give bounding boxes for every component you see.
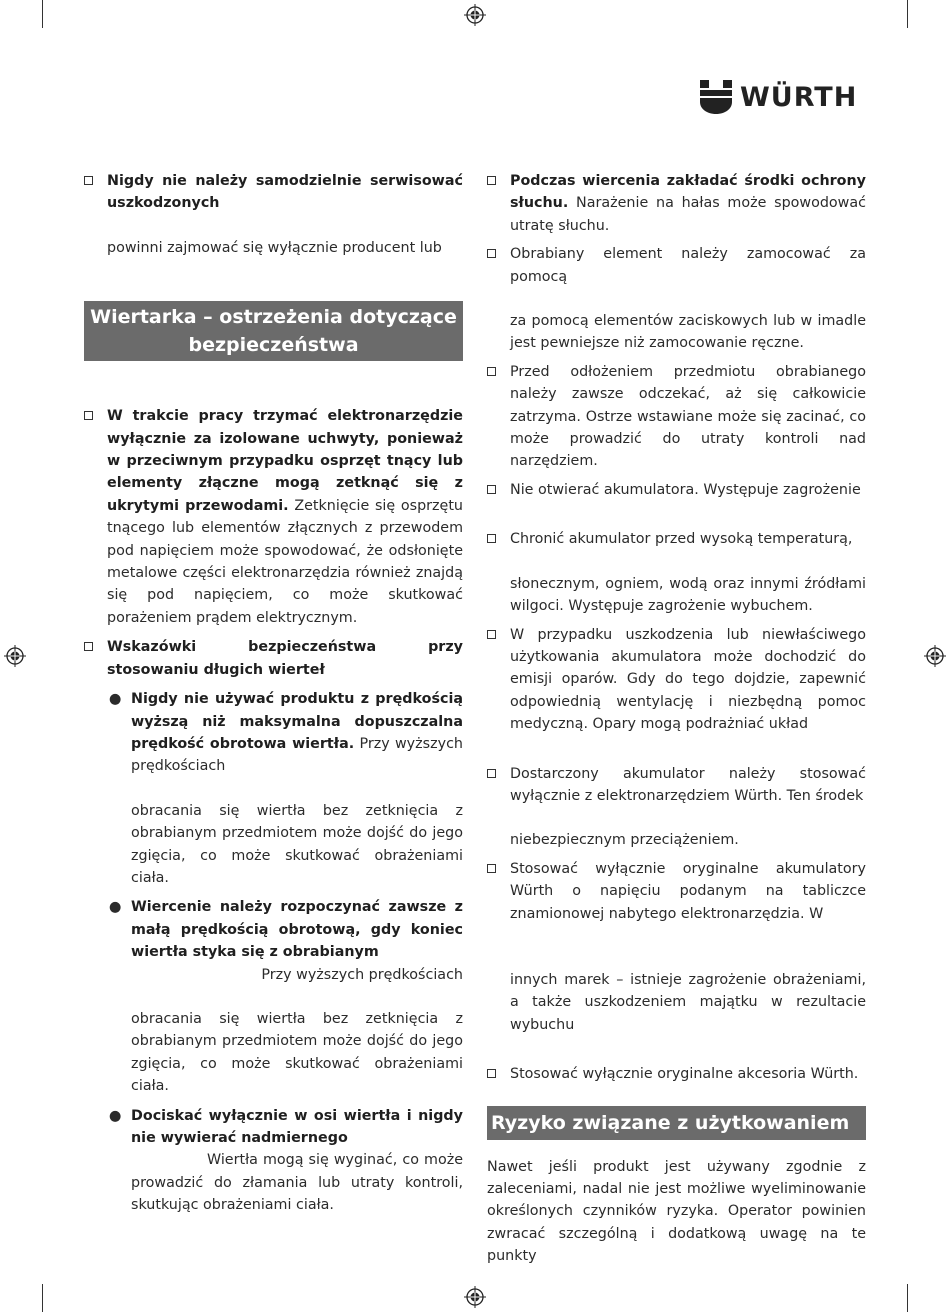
registration-mark-icon	[924, 645, 946, 667]
wurth-logo	[700, 80, 857, 114]
checkbox-square-icon	[487, 769, 496, 778]
checkbox-square-icon	[487, 630, 496, 639]
list-item	[487, 479, 866, 501]
checkbox-square-icon	[487, 864, 496, 873]
list-item	[487, 361, 866, 473]
item-text: Chronić akumulator przed wysoką temperaturą,	[510, 531, 853, 548]
bullet-continuation: obracania się wiertła bez zetknięcia z obrabianym przedmiotem może dojść do jego zgięcia, co może skutkować obrażeniami ciała.	[131, 802, 463, 886]
item-bold-text: Nigdy nie należy samodzielnie serwisować uszkodzonych	[107, 173, 463, 212]
checkbox-square-icon	[84, 176, 93, 185]
item-text: Obrabiany element należy zamocować za pomocą	[510, 246, 866, 285]
brand-name: WÜRTH	[740, 81, 858, 113]
crop-mark	[907, 0, 908, 28]
list-item	[487, 763, 866, 808]
checkbox-square-icon	[487, 1069, 496, 1078]
crop-mark	[42, 0, 43, 28]
item-bold-text: Podczas wiercenia zakładać środki ochrony słuchu.	[510, 173, 866, 212]
wurth-logo-icon	[700, 80, 732, 114]
item-text: Przed odłożeniem przedmiotu obrabianego należy zawsze odczekać, aż się całkowicie zatrzyma. Ostrze wstawiane może się zacinać, co może prowadzić do utraty kontroli nad narzędziem.	[510, 363, 866, 470]
item-text: Dostarczony akumulator należy stosować wyłącznie z elektronarzędziem Würth. Ten środek	[510, 765, 866, 804]
checkbox-square-icon	[84, 642, 93, 651]
item-continuation: innych marek – istnieje zagrożenie obrażeniami, a także uszkodzeniem majątku w rezultacie wybuchu	[510, 971, 866, 1033]
item-text: Narażenie na hałas może spowodować utratę słuchu.	[510, 195, 866, 234]
checkbox-square-icon	[487, 367, 496, 376]
bullet-item	[84, 688, 463, 778]
list-item	[84, 636, 463, 681]
checkbox-square-icon	[487, 485, 496, 494]
item-text: Nie otwierać akumulatora. Występuje zagrożenie	[510, 481, 861, 498]
bullet-dot-icon: ●	[109, 691, 122, 708]
section-heading: Ryzyko związane z użytkowaniem	[487, 1106, 866, 1140]
item-bold-text: Wskazówki bezpieczeństwa przy stosowaniu długich wierteł	[107, 639, 463, 678]
item-text: W przypadku uszkodzenia lub niewłaściwego użytkowania akumulatora może dochodzić do emisji oparów. Gdy do tego dojdzie, zapewnić odpowiednią wentylację i niezbędną pomoc medyczną. Opary mogą podrażniać układ	[510, 626, 866, 733]
list-item	[487, 243, 866, 288]
registration-mark-icon	[4, 645, 26, 667]
list-item	[84, 405, 463, 629]
bullet-text: Wiertła mogą się wyginać, co może prowadzić do złamania lub utraty kontroli, skutkując obrażeniami ciała.	[131, 1152, 463, 1214]
paragraph: Nawet jeśli produkt jest używany zgodnie z zaleceniami, nadal nie jest możliwe wyeliminowanie określonych czynników ryzyka. Operator powinien zwracać szczególną i dodatkową uwagę na te punkty	[487, 1158, 866, 1265]
list-item	[487, 858, 866, 925]
item-continuation: za pomocą elementów zaciskowych lub w imadle jest pewniejsze niż zamocowanie ręczne.	[510, 313, 866, 352]
item-text: Stosować wyłącznie oryginalne akcesoria Würth.	[510, 1066, 859, 1083]
item-continuation: powinni zajmować się wyłącznie producent lub	[107, 239, 442, 256]
crop-mark	[42, 1284, 43, 1312]
bullet-continuation: obracania się wiertła bez zetknięcia z obrabianym przedmiotem może dojść do jego zgięcia, co może skutkować obrażeniami ciała.	[131, 1010, 463, 1095]
bullet-text: Przy wyższych prędkościach	[261, 966, 463, 983]
bullet-bold-text: Wiercenie należy rozpoczynać zawsze z małą prędkością obrotową, gdy koniec wiertła styka się z obrabianym	[131, 899, 463, 961]
checkbox-square-icon	[84, 411, 93, 420]
right-column	[487, 170, 866, 1268]
bullet-bold-text: Dociskać wyłącznie w osi wiertła i nigdy nie wywierać nadmiernego	[131, 1107, 463, 1146]
crop-mark	[907, 1284, 908, 1312]
checkbox-square-icon	[487, 176, 496, 185]
item-continuation: słonecznym, ogniem, wodą oraz innymi źródłami wilgoci. Występuje zagrożenie wybuchem.	[510, 575, 866, 615]
section-heading: Wiertarka – ostrzeżenia dotyczące bezpieczeństwa	[84, 301, 463, 361]
item-bold-text: W trakcie pracy trzymać elektronarzędzie wyłącznie za izolowane uchwyty, ponieważ w przeciwnym przypadku osprzęt tnący lub elementy złączne mogą zetknąć się z ukrytymi przewodami.	[107, 408, 463, 514]
checkbox-square-icon	[487, 249, 496, 258]
bullet-text: Przy wyższych prędkościach	[131, 735, 463, 775]
list-item	[84, 170, 463, 215]
checkbox-square-icon	[487, 534, 496, 543]
bullet-dot-icon: ●	[109, 899, 122, 916]
list-item	[487, 170, 866, 237]
item-text: Zetknięcie się osprzętu tnącego lub elementów złącznych z przewodem pod napięciem może spowodować, że odsłonięte metalowe części elektronarzędzia również znajdą się pod napięciem, co może skutkować porażeniem prądem elektrycznym.	[107, 497, 463, 626]
registration-mark-icon	[464, 1286, 486, 1308]
bullet-item	[84, 896, 463, 986]
bullet-dot-icon: ●	[109, 1107, 122, 1124]
item-text: Stosować wyłącznie oryginalne akumulatory Würth o napięciu podanym na tabliczce znamionowej nabytego elektronarzędzia. W	[510, 860, 866, 922]
item-continuation: niebezpiecznym przeciążeniem.	[510, 832, 739, 849]
list-item	[487, 528, 866, 550]
registration-mark-icon	[464, 4, 486, 26]
left-column	[84, 170, 463, 1217]
list-item	[487, 624, 866, 736]
bullet-item	[84, 1105, 463, 1217]
bullet-bold-text: Nigdy nie używać produktu z prędkością wyższą niż maksymalna dopuszczalna prędkość obrotowa wiertła.	[131, 691, 463, 752]
list-item	[487, 1063, 866, 1085]
